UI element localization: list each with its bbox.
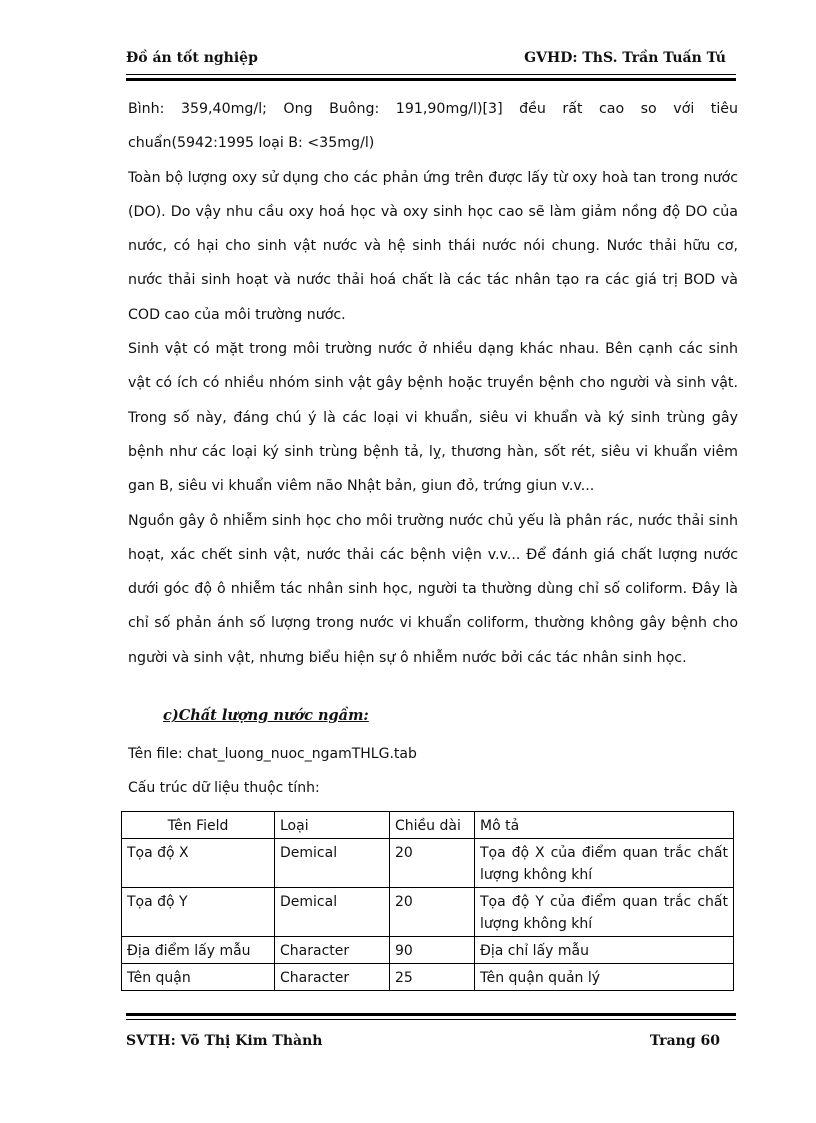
thesis-title: Đồ án tốt nghiệp xyxy=(126,50,258,66)
header-cell: Loại xyxy=(275,812,390,839)
section-heading: c)Chất lượng nước ngầm: xyxy=(163,707,369,724)
body-text xyxy=(128,92,738,675)
paragraph: Bình: 359,40mg/l; Ong Buông: 191,90mg/l)[3] đều rất cao so với tiêu chuẩn(5942:1995 loại B: <35mg/l) xyxy=(128,101,738,152)
paragraph: Nguồn gây ô nhiễm sinh học cho môi trường nước chủ yếu là phân rác, nước thải sinh hoạt, xác chết sinh vật, nước thải các bệnh viện v.v... Để đánh giá chất lượng nước dưới góc độ ô nhiễm tác nhân sinh học, người ta thường dùng chỉ số coliform. Đây là chỉ số phản ánh số lượng trong nước vi khuẩn coliform, thường không gây bệnh cho người và sinh vật, nhưng biểu hiện sự ô nhiễm nước bởi các tác nhân sinh học. xyxy=(128,512,738,666)
header-cell: Mô tả xyxy=(475,812,734,839)
page-footer xyxy=(126,1033,736,1049)
structure-line: Cấu trúc dữ liệu thuộc tính: xyxy=(128,780,320,796)
table-cell: 20 xyxy=(390,888,475,937)
table-cell: Địa chỉ lấy mẫu xyxy=(475,937,734,964)
table-cell: Tọa độ Y của điểm quan trắc chất lượng không khí xyxy=(475,888,734,937)
paragraph: Sinh vật có mặt trong môi trường nước ở nhiều dạng khác nhau. Bên cạnh các sinh vật có ích có nhiều nhóm sinh vật gây bệnh hoặc truyền bệnh cho người và sinh vật. Trong số này, đáng chú ý là các loại vi khuẩn, siêu vi khuẩn và ký sinh trùng gây bệnh như các loại ký sinh trùng bệnh tả, lỵ, thương hàn, sốt rét, siêu vi khuẩn viêm gan B, siêu vi khuẩn viêm não Nhật bản, giun đỏ, trứng giun v.v... xyxy=(128,341,738,495)
table-cell: Tọa độ Y xyxy=(122,888,275,937)
attribute-table xyxy=(121,811,734,991)
header-cell: Tên Field xyxy=(122,812,275,839)
table-row xyxy=(122,937,734,964)
table-row xyxy=(122,888,734,937)
header-cell: Chiều dài xyxy=(390,812,475,839)
page-header xyxy=(126,50,736,72)
table-cell: Tọa độ X xyxy=(122,839,275,888)
header-rule-thin xyxy=(126,74,736,75)
student-name: SVTH: Võ Thị Kim Thành xyxy=(126,1033,323,1049)
page-number: Trang 60 xyxy=(649,1033,720,1049)
advisor-name: GVHD: ThS. Trần Tuấn Tú xyxy=(524,50,726,66)
table-cell: 20 xyxy=(390,839,475,888)
table-cell: 25 xyxy=(390,964,475,991)
table-cell: Character xyxy=(275,937,390,964)
table-row xyxy=(122,839,734,888)
table-cell: Tên quận xyxy=(122,964,275,991)
table-cell: Character xyxy=(275,964,390,991)
table-cell: 90 xyxy=(390,937,475,964)
paragraph: Toàn bộ lượng oxy sử dụng cho các phản ứng trên được lấy từ oxy hoà tan trong nước (DO). Do vậy nhu cầu oxy hoá học và oxy sinh học cao sẽ làm giảm nồng độ DO của nước, có hại cho sinh vật nước và hệ sinh thái nước nói chung. Nước thải hữu cơ, nước thải sinh hoạt và nước thải hoá chất là các tác nhân tạo ra các giá trị BOD và COD cao của môi trường nước. xyxy=(128,169,738,323)
table-cell: Địa điểm lấy mẫu xyxy=(122,937,275,964)
file-name-line: Tên file: chat_luong_nuoc_ngamTHLG.tab xyxy=(128,746,417,762)
table-header-row xyxy=(122,812,734,839)
table-row xyxy=(122,964,734,991)
table-cell: Tọa độ X của điểm quan trắc chất lượng không khí xyxy=(475,839,734,888)
table-cell: Tên quận quản lý xyxy=(475,964,734,991)
table-cell: Demical xyxy=(275,839,390,888)
table-cell: Demical xyxy=(275,888,390,937)
header-rule-thick xyxy=(126,78,736,81)
footer-rule-thick xyxy=(126,1013,736,1016)
footer-rule-thin xyxy=(126,1019,736,1020)
